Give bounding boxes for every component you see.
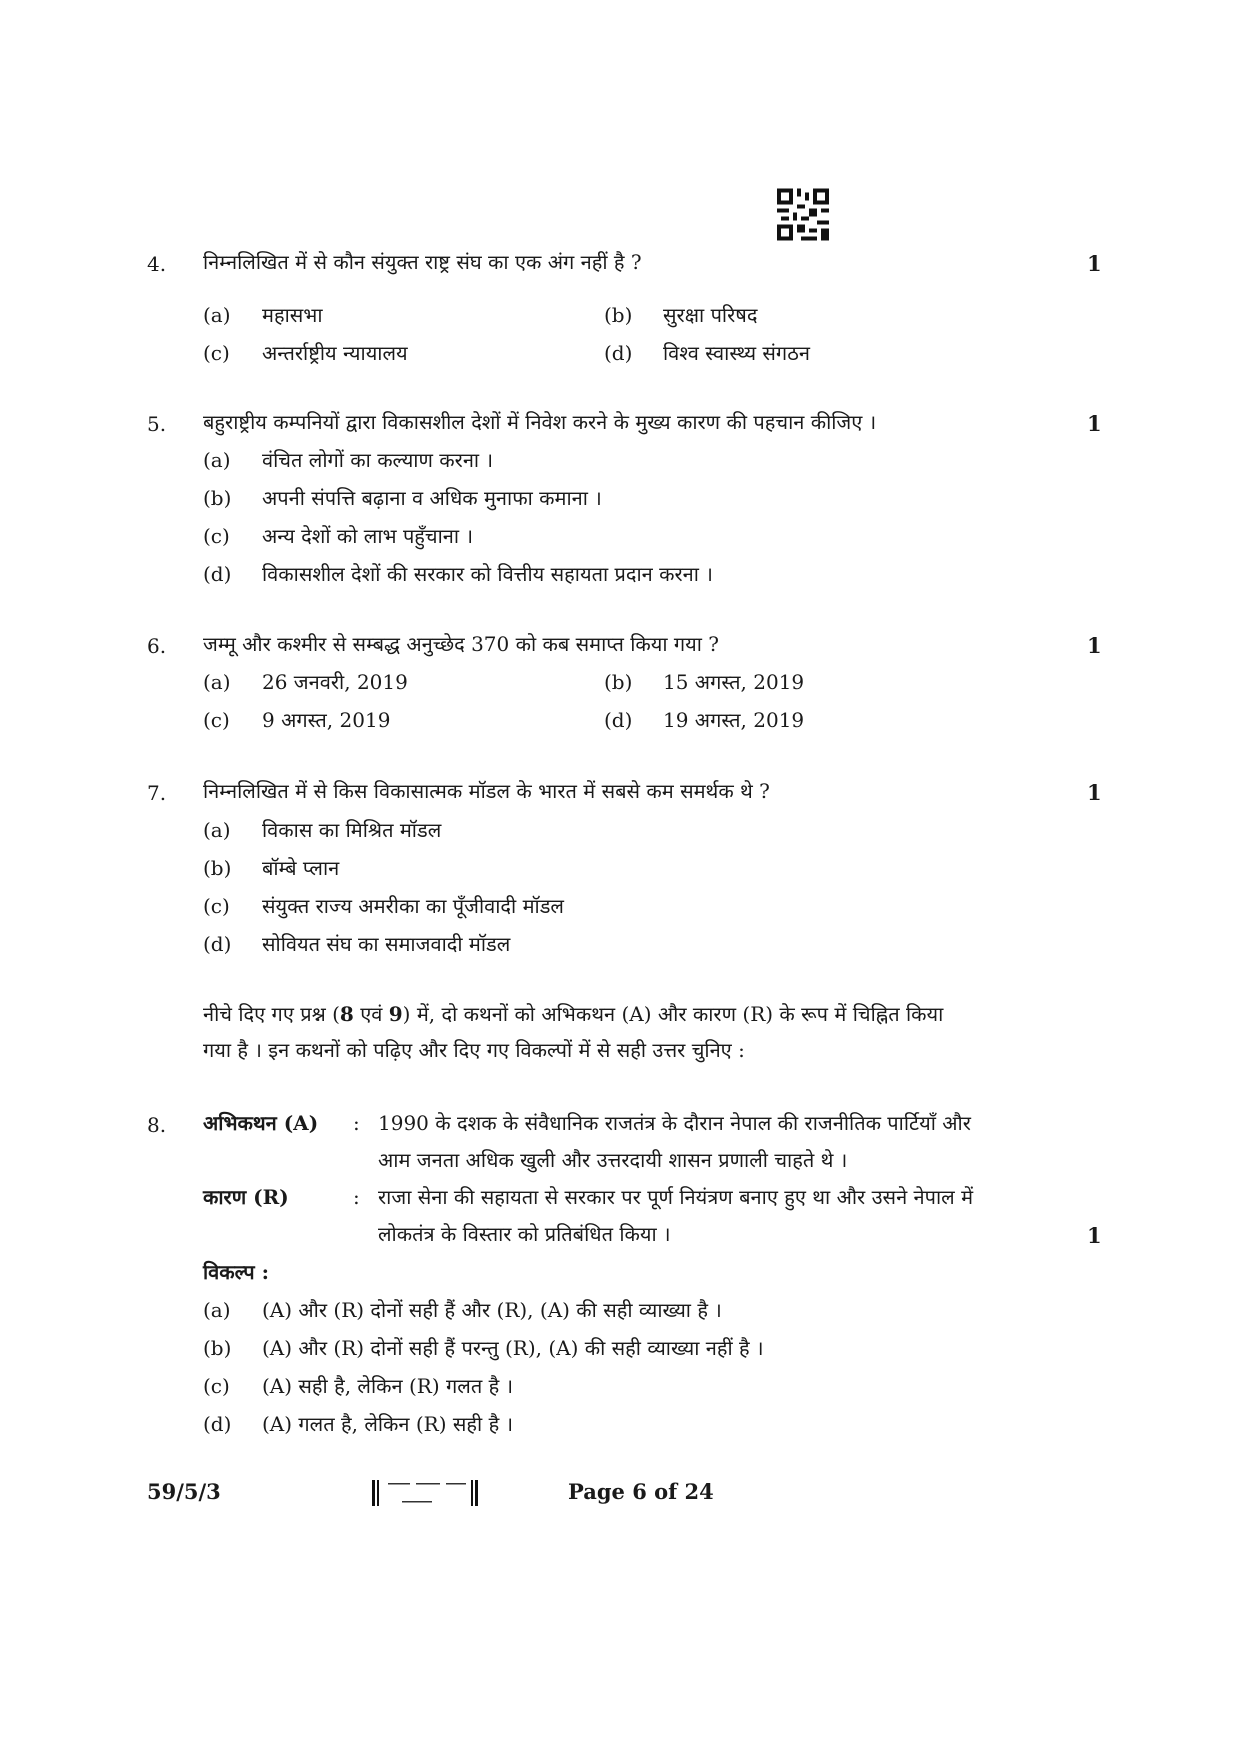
question-text: जम्मू और कश्मीर से सम्बद्ध अनुच्छेद 370 को कब समाप्त किया गया ? [203,632,720,656]
option-label: (b) [604,303,633,327]
assertion-line-2: आम जनता अधिक खुली और उत्तरदायी शासन प्रणाली चाहते थे । [378,1148,848,1172]
option-label: (d) [203,1412,232,1436]
barcode-icon [372,1478,478,1508]
reason-line-2: लोकतंत्र के विस्तार को प्रतिबंधित किया । [378,1222,671,1246]
option-label: (d) [604,708,633,732]
option-text: (A) और (R) दोनों सही हैं परन्तु (R), (A) की सही व्याख्या नहीं है । [262,1336,764,1360]
option-label: (b) [604,670,633,694]
option-label: (b) [203,486,232,510]
reason-label: कारण (R) [203,1185,289,1209]
option-label: (d) [203,932,232,956]
question-marks: 1 [1087,633,1102,658]
option-text: (A) और (R) दोनों सही हैं और (R), (A) की सही व्याख्या है । [262,1298,722,1322]
instruction-line-2: गया है । इन कथनों को पढ़िए और दिए गए विकल्पों में से सही उत्तर चुनिए : [203,1038,745,1062]
option-text: वंचित लोगों का कल्याण करना । [262,448,494,472]
option-text: 9 अगस्त, 2019 [262,708,391,732]
question-text: निम्नलिखित में से किस विकासात्मक मॉडल के भारत में सबसे कम समर्थक थे ? [203,779,770,803]
option-label: (c) [203,708,230,732]
paper-code: 59/5/3 [147,1479,221,1504]
option-text: अन्तर्राष्ट्रीय न्यायालय [262,341,408,365]
option-text: विकास का मिश्रित मॉडल [262,818,442,842]
question-marks: 1 [1087,411,1102,436]
option-label: (a) [203,1298,231,1322]
option-label: (c) [203,1374,230,1398]
question-number: 5. [147,412,167,436]
option-label: (a) [203,818,231,842]
option-text: अपनी संपत्ति बढ़ाना व अधिक मुनाफा कमाना । [262,486,602,510]
reason-colon: : [353,1185,360,1209]
assertion-line-1: 1990 के दशक के संवैधानिक राजतंत्र के दौरान नेपाल की राजनीतिक पार्टियाँ और [378,1111,971,1135]
question-marks: 1 [1087,1223,1102,1248]
option-label: (d) [203,562,232,586]
instruction-line-1: नीचे दिए गए प्रश्न (8 एवं 9) में, दो कथनों को अभिकथन (A) और कारण (R) के रूप में चिह्नित किया [203,1002,944,1026]
option-text: संयुक्त राज्य अमरीका का पूँजीवादी मॉडल [262,894,564,918]
option-label: (d) [604,341,633,365]
option-text: सुरक्षा परिषद [663,303,758,327]
option-label: (a) [203,448,231,472]
question-number: 6. [147,634,167,658]
question-marks: 1 [1087,780,1102,805]
option-text: (A) सही है, लेकिन (R) गलत है । [262,1374,514,1398]
option-text: बॉम्बे प्लान [262,856,340,880]
option-text: 19 अगस्त, 2019 [663,708,805,732]
option-text: विकासशील देशों की सरकार को वित्तीय सहायता प्रदान करना । [262,562,713,586]
option-text: सोवियत संघ का समाजवादी मॉडल [262,932,511,956]
option-label: (a) [203,303,231,327]
option-text: 26 जनवरी, 2019 [262,670,408,694]
assertion-colon: : [353,1111,360,1135]
page-number: Page 6 of 24 [568,1479,714,1504]
assertion-label: अभिकथन (A) [203,1111,319,1135]
reason-line-1: राजा सेना की सहायता से सरकार पर पूर्ण नियंत्रण बनाए हुए था और उसने नेपाल में [378,1185,974,1209]
question-number: 4. [147,252,167,276]
option-label: (c) [203,894,230,918]
option-text: अन्य देशों को लाभ पहुँचाना । [262,524,474,548]
option-label: (b) [203,1336,232,1360]
option-text: महासभा [262,303,323,327]
option-text: विश्व स्वास्थ्य संगठन [663,341,810,365]
option-label: (a) [203,670,231,694]
question-number: 8. [147,1113,167,1137]
option-label: (c) [203,341,230,365]
question-number: 7. [147,781,167,805]
question-text: बहुराष्ट्रीय कम्पनियों द्वारा विकासशील देशों में निवेश करने के मुख्य कारण की पहचान कीजिए । [203,410,877,434]
option-text: 15 अगस्त, 2019 [663,670,805,694]
question-text: निम्नलिखित में से कौन संयुक्त राष्ट्र संघ का एक अंग नहीं है ? [203,250,642,274]
option-label: (c) [203,524,230,548]
question-marks: 1 [1087,251,1102,276]
option-text: (A) गलत है, लेकिन (R) सही है । [262,1412,514,1436]
option-label: (b) [203,856,232,880]
options-heading: विकल्प : [203,1260,269,1284]
qr-code-icon [777,187,829,242]
